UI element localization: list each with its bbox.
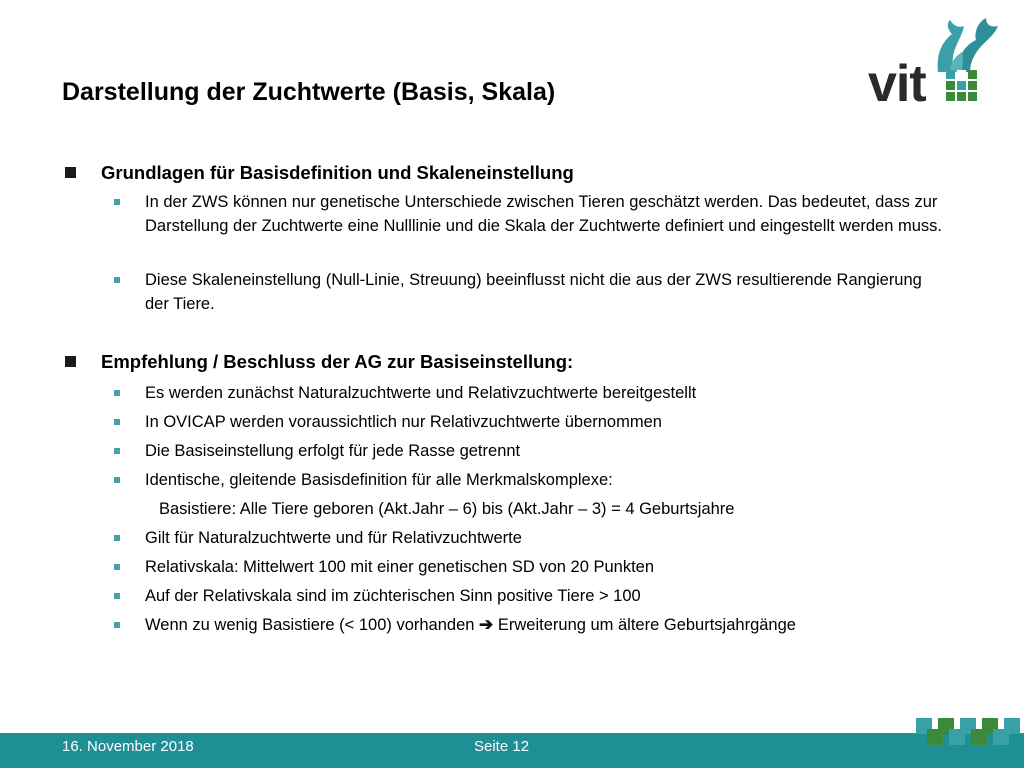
bullet-icon: [114, 593, 120, 599]
bullet-icon: [114, 622, 120, 628]
bullet-icon: [114, 564, 120, 570]
logo-squares: [946, 70, 977, 101]
bullet-square-icon: [65, 167, 76, 178]
footer-page-number: Seite 12: [474, 738, 530, 755]
slide-title: Darstellung der Zuchtwerte (Basis, Skala): [62, 78, 556, 106]
list-item: Auf der Relativskala sind im züchterischen Sinn positive Tiere > 100: [145, 584, 945, 608]
list-item: Diese Skaleneinstellung (Null-Linie, Streuung) beeinflusst nicht die aus der ZWS resultierende Rangierung der Tiere.: [145, 268, 945, 316]
list-item: Es werden zunächst Naturalzuchtwerte und Relativzuchtwerte bereitgestellt: [145, 381, 945, 405]
list-item: In OVICAP werden voraussichtlich nur Relativzuchtwerte übernommen: [145, 410, 945, 434]
list-item: Identische, gleitende Basisdefinition für alle Merkmalskomplexe:: [145, 468, 945, 492]
section-heading: Grundlagen für Basisdefinition und Skaleneinstellung: [101, 162, 574, 184]
list-item: In der ZWS können nur genetische Unterschiede zwischen Tieren geschätzt werden. Das bedeutet, dass zur Darstellung der Zuchtwerte eine Nulllinie und die Skala der Zuchtwerte definiert und eingestellt werden muss.: [145, 190, 945, 238]
bullet-icon: [114, 390, 120, 396]
list-item: Relativskala: Mittelwert 100 mit einer genetischen SD von 20 Punkten: [145, 555, 945, 579]
bullet-icon: [114, 448, 120, 454]
arrow-right-icon: ➔: [479, 615, 494, 634]
list-item: Die Basiseinstellung erfolgt für jede Rasse getrennt: [145, 439, 945, 463]
list-item: Wenn zu wenig Basistiere (< 100) vorhanden ➔ Erweiterung um ältere Geburtsjahrgänge: [145, 613, 945, 637]
bullet-icon: [114, 419, 120, 425]
bullet-icon: [114, 535, 120, 541]
list-item: Gilt für Naturalzuchtwerte und für Relativzuchtwerte: [145, 526, 945, 550]
section-heading: Empfehlung / Beschluss der AG zur Basiseinstellung:: [101, 351, 573, 373]
bullet-icon: [114, 477, 120, 483]
vit-logo: [862, 12, 1002, 113]
bullet-icon: [114, 277, 120, 283]
logo-text: vit: [868, 55, 926, 113]
footer-date: 16. November 2018: [62, 738, 194, 755]
horse-fountain-icon: [928, 12, 1002, 74]
basis-definition-text: Basistiere: Alle Tiere geboren (Akt.Jahr – 6) bis (Akt.Jahr – 3) = 4 Geburtsjahre: [159, 500, 735, 518]
bullet-icon: [114, 199, 120, 205]
bullet-square-icon: [65, 356, 76, 367]
